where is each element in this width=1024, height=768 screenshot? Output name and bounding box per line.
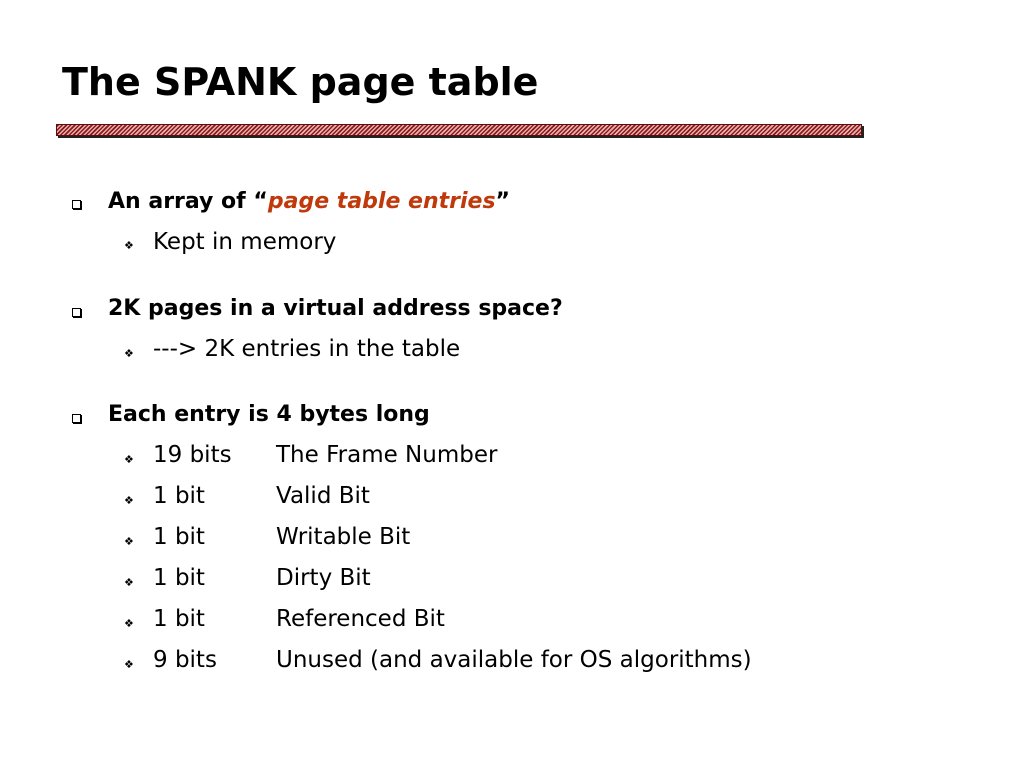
- diamond-bullet-icon: ❖: [124, 239, 134, 252]
- field-frame-number: 19 bits The Frame Number: [153, 442, 498, 468]
- bullet-page-table-entries: An array of “page table entries”: [108, 189, 511, 214]
- sub-bullet-2k-entries: ---> 2K entries in the table: [153, 336, 461, 362]
- bullet-entry-size: Each entry is 4 bytes long: [108, 402, 430, 427]
- square-bullet-icon: [72, 308, 81, 317]
- diamond-bullet-icon: ❖: [124, 453, 134, 466]
- square-bullet-icon: [72, 414, 81, 423]
- field-writable-bit: 1 bit Writable Bit: [153, 524, 411, 550]
- field-dirty-bit: 1 bit Dirty Bit: [153, 565, 371, 591]
- slide-title: The SPANK page table: [62, 60, 539, 104]
- diamond-bullet-icon: ❖: [124, 617, 134, 630]
- field-referenced-bit: 1 bit Referenced Bit: [153, 606, 445, 632]
- diamond-bullet-icon: ❖: [124, 494, 134, 507]
- diamond-bullet-icon: ❖: [124, 576, 134, 589]
- field-unused-bits: 9 bits Unused (and available for OS algorithms): [153, 647, 752, 673]
- diamond-bullet-icon: ❖: [124, 658, 134, 671]
- diamond-bullet-icon: ❖: [124, 535, 134, 548]
- sub-bullet-kept-in-memory: Kept in memory: [153, 229, 337, 255]
- highlight-text: page table entries: [267, 189, 496, 214]
- title-underline: [56, 124, 862, 136]
- square-bullet-icon: [72, 200, 81, 209]
- bullet-2k-pages: 2K pages in a virtual address space?: [108, 296, 563, 321]
- diamond-bullet-icon: ❖: [124, 347, 134, 360]
- field-valid-bit: 1 bit Valid Bit: [153, 483, 370, 509]
